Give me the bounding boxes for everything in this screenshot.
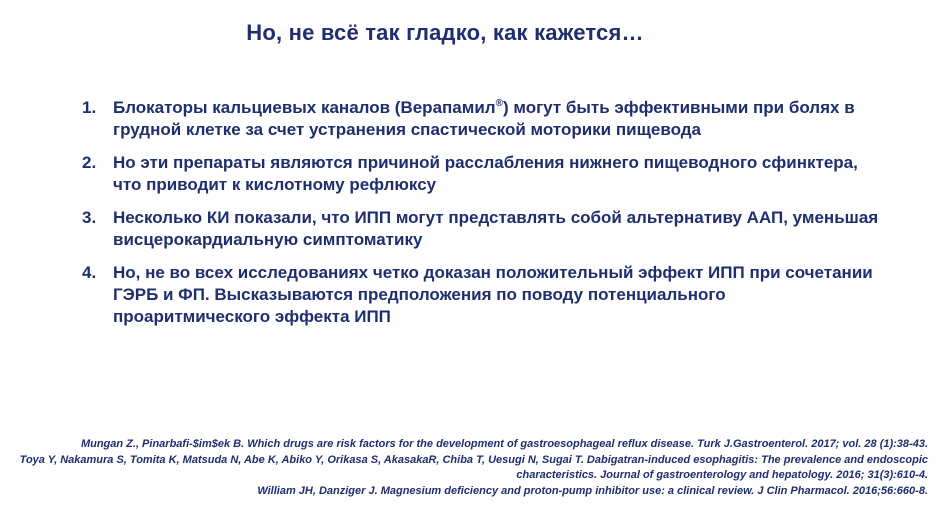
list-number: 4. — [82, 263, 97, 282]
list-item — [82, 152, 882, 196]
list-item — [82, 262, 882, 328]
points-list — [82, 97, 882, 339]
list-number: 2. — [82, 153, 97, 172]
list-text-part: ) могут быть эффективными при болях в грудной клетке за счет устранения спастической моторики пищевода — [113, 98, 855, 139]
list-text-part: Блокаторы кальциевых каналов (Верапамил — [113, 98, 496, 117]
list-number: 1. — [82, 98, 97, 117]
list-text: Но эти препараты являются причиной расслабления нижнего пищеводного сфинктера, что приводит к кислотному рефлюксу — [113, 153, 858, 194]
reference-item: Mungan Z., Pinarbafi-$im$ek B. Which drugs are risk factors for the development of gastroesophageal reflux disease. Turk J.Gastroenterol. 2017; vol. 28 (1):38-43. — [80, 438, 928, 450]
list-text: Несколько КИ показали, что ИПП могут представлять собой альтернативу ААП, уменьшая висцерокардиальную симптоматику — [113, 208, 879, 249]
list-text: Но, не во всех исследованиях четко доказан положительный эффект ИПП при сочетании ГЭРБ и ФП. Высказываются предположения по поводу потенциального проаритмического эффекта ИПП — [113, 263, 873, 326]
reference-item: Toya Y, Nakamura S, Tomita K, Matsuda N, Abe K, Abiko Y, Orikasa S, AkasakaR, Chiba T, Uesugi N, Sugai T. Dabigatran-induced esophagitis: The prevalence and endoscopic characteristics. Journal of gastroenterology and hepatology. 2016; 31(3):610-4. — [19, 453, 928, 481]
list-item — [82, 207, 882, 251]
references — [12, 437, 928, 499]
reference-item: William JH, Danziger J. Magnesium deficiency and proton-pump inhibitor use: a clinical review. J Clin Pharmacol. 2016;56:660-8. — [257, 484, 928, 497]
list-number: 3. — [82, 208, 97, 227]
slide-title: Но, не всё так гладко, как кажется… — [246, 20, 644, 45]
list-item — [82, 97, 882, 141]
registered-mark: ® — [495, 98, 503, 109]
list-text — [113, 97, 882, 141]
